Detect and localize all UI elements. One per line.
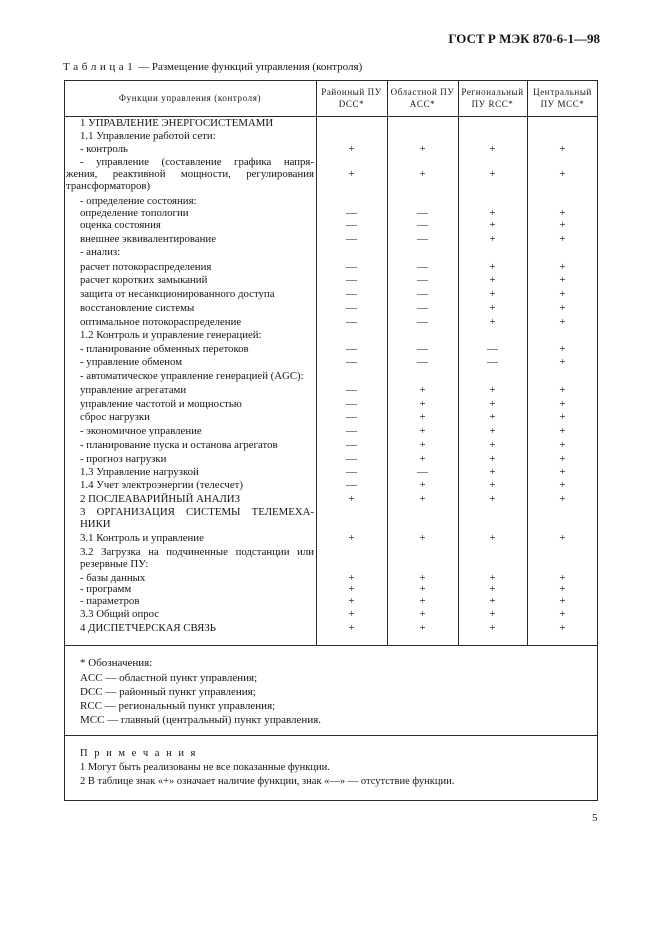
function-label: - параметров (80, 595, 140, 607)
mark-mcc: + (559, 233, 566, 245)
mark-mcc: + (559, 493, 566, 505)
mark-rcc: + (489, 608, 496, 620)
function-label: 3.1 Контроль и управление (80, 532, 204, 544)
column-header-functions: Функции управления (контроля) (118, 93, 262, 103)
table-caption-label: Т а б л и ц а 1 (63, 61, 134, 73)
function-label: - программ (80, 583, 132, 595)
mark-acc: + (419, 583, 426, 595)
mark-dcc: — (346, 302, 357, 314)
column-header-line: Областной ПУ (390, 87, 455, 97)
mark-mcc: + (559, 466, 566, 478)
mark-mcc: + (559, 425, 566, 437)
mark-acc: + (419, 479, 426, 491)
mark-dcc: — (346, 261, 357, 273)
mark-acc: — (417, 207, 428, 219)
mark-acc: — (417, 343, 428, 355)
mark-dcc: + (348, 572, 355, 584)
mark-rcc: + (489, 261, 496, 273)
mark-rcc: + (489, 219, 496, 231)
mark-dcc: — (346, 384, 357, 396)
mark-rcc: + (489, 439, 496, 451)
note-item: 2 В таблице знак «+» означает наличие функции, знак «—» — отсутствие функции. (80, 776, 455, 787)
function-label: 3.2 Загрузка на подчиненные подстанции или (80, 546, 314, 558)
mark-mcc: + (559, 274, 566, 286)
mark-dcc: — (346, 274, 357, 286)
mark-rcc: + (489, 583, 496, 595)
mark-mcc: + (559, 302, 566, 314)
mark-rcc: — (487, 343, 498, 355)
function-label: управление частотой и мощностью (80, 398, 242, 410)
mark-acc: + (419, 398, 426, 410)
mark-dcc: — (346, 398, 357, 410)
note-item: 1 Могут быть реализованы не все показанные функции. (80, 762, 330, 773)
mark-rcc: + (489, 302, 496, 314)
mark-dcc: — (346, 316, 357, 328)
mark-acc: — (417, 302, 428, 314)
mark-dcc: — (346, 219, 357, 231)
mark-mcc: + (559, 316, 566, 328)
function-label: 2 ПОСЛЕАВАРИЙНЫЙ АНАЛИЗ (80, 493, 241, 505)
mark-mcc: + (559, 583, 566, 595)
mark-dcc: — (346, 479, 357, 491)
function-label: оптимальное потокораспределение (80, 316, 242, 328)
function-label: 1.2 Контроль и управление генерацией: (80, 329, 262, 341)
mark-rcc: + (489, 274, 496, 286)
mark-acc: + (419, 532, 426, 544)
mark-acc: + (419, 572, 426, 584)
function-label: трансформаторов) (66, 180, 151, 192)
function-label: - управление (составление графика напря- (80, 156, 314, 168)
function-label: управление агрегатами (80, 384, 187, 396)
mark-rcc: — (487, 356, 498, 368)
footnote-item: ACC — областной пункт управления; (80, 672, 258, 684)
mark-rcc: + (489, 595, 496, 607)
mark-rcc: + (489, 168, 496, 180)
mark-dcc: — (346, 439, 357, 451)
mark-mcc: + (559, 143, 566, 155)
mark-acc: + (419, 143, 426, 155)
mark-rcc: + (489, 384, 496, 396)
mark-dcc: — (346, 466, 357, 478)
column-header-line: Районный ПУ (321, 87, 382, 97)
mark-rcc: + (489, 479, 496, 491)
function-label: расчет потокораспределения (80, 261, 212, 273)
mark-rcc: + (489, 532, 496, 544)
mark-rcc: + (489, 411, 496, 423)
function-label: защита от несанкционированного доступа (80, 288, 275, 300)
footnote-item: MCC — главный (центральный) пункт управления. (80, 714, 322, 726)
function-label: - контроль (80, 143, 128, 155)
function-label: - определение состояния: (80, 195, 197, 207)
function-label: сброс нагрузки (80, 411, 150, 423)
function-label: - анализ: (80, 246, 121, 258)
mark-mcc: + (559, 532, 566, 544)
mark-mcc: + (559, 207, 566, 219)
mark-mcc: + (559, 411, 566, 423)
function-label: 1 УПРАВЛЕНИЕ ЭНЕРГОСИСТЕМАМИ (80, 117, 274, 129)
table-border (64, 645, 598, 646)
mark-rcc: + (489, 316, 496, 328)
mark-acc: — (417, 466, 428, 478)
notes-title: П р и м е ч а н и я (80, 748, 198, 759)
mark-acc: + (419, 168, 426, 180)
mark-mcc: + (559, 219, 566, 231)
table-caption (63, 61, 362, 74)
mark-mcc: + (559, 343, 566, 355)
mark-acc: + (419, 595, 426, 607)
mark-rcc: + (489, 466, 496, 478)
function-label: - прогноз нагрузки (80, 453, 167, 465)
mark-dcc: + (348, 493, 355, 505)
mark-acc: — (417, 233, 428, 245)
function-label: - планирование пуска и останова агрегатов (80, 439, 278, 451)
function-label: - экономичное управление (80, 425, 202, 437)
footnote-item: DCC — районный пункт управления; (80, 686, 256, 698)
mark-rcc: + (489, 453, 496, 465)
mark-rcc: + (489, 493, 496, 505)
mark-acc: — (417, 219, 428, 231)
mark-dcc: — (346, 233, 357, 245)
column-header-line: DCC* (338, 99, 365, 109)
column-header-line: ПУ RCC* (471, 99, 514, 109)
mark-dcc: — (346, 343, 357, 355)
mark-acc: — (417, 288, 428, 300)
mark-mcc: + (559, 453, 566, 465)
mark-mcc: + (559, 622, 566, 634)
function-label: 3 ОРГАНИЗАЦИЯ СИСТЕМЫ ТЕЛЕМЕХА- (80, 506, 314, 518)
column-header-line: ПУ MCC* (540, 99, 585, 109)
column-header-line: Центральный (533, 87, 592, 97)
standard-designation: ГОСТ Р МЭК 870-6-1—98 (448, 31, 600, 46)
mark-dcc: — (346, 207, 357, 219)
function-label: восстановление системы (80, 302, 195, 314)
mark-rcc: + (489, 233, 496, 245)
function-label: 1.1 Управление работой сети: (80, 130, 216, 142)
mark-acc: + (419, 439, 426, 451)
column-header-line: ACC* (409, 99, 436, 109)
mark-mcc: + (559, 439, 566, 451)
mark-dcc: + (348, 168, 355, 180)
function-label: резервные ПУ: (80, 558, 149, 570)
mark-mcc: + (559, 384, 566, 396)
table-border (64, 800, 598, 801)
mark-acc: + (419, 411, 426, 423)
mark-dcc: + (348, 608, 355, 620)
function-label: - планирование обменных перетоков (80, 343, 249, 355)
mark-acc: — (417, 316, 428, 328)
function-label: 1.4 Учет электроэнергии (телесчет) (80, 479, 243, 491)
mark-acc: + (419, 608, 426, 620)
mark-mcc: + (559, 398, 566, 410)
function-label: оценка состояния (80, 219, 161, 231)
mark-acc: — (417, 261, 428, 273)
function-label: 3.3 Общий опрос (80, 608, 160, 620)
mark-acc: + (419, 384, 426, 396)
mark-acc: + (419, 493, 426, 505)
function-label: - базы данных (80, 572, 146, 584)
function-label: - управление обменом (80, 356, 183, 368)
mark-rcc: + (489, 398, 496, 410)
table-border (64, 735, 598, 736)
column-header-line: Региональный (461, 87, 524, 97)
function-label: внешнее эквивалентирование (80, 233, 216, 245)
function-label: - автоматическое управление генерацией (AGC): (80, 370, 304, 382)
mark-acc: + (419, 453, 426, 465)
function-label: 4 ДИСПЕТЧЕРСКАЯ СВЯЗЬ (80, 622, 216, 634)
mark-dcc: — (346, 411, 357, 423)
footnote-title: * Обозначения: (80, 657, 153, 669)
mark-acc: — (417, 274, 428, 286)
mark-mcc: + (559, 168, 566, 180)
mark-rcc: + (489, 288, 496, 300)
function-label: жения, реактивной мощности, регулирования (66, 168, 314, 180)
mark-rcc: + (489, 143, 496, 155)
mark-mcc: + (559, 608, 566, 620)
page-number: 5 (592, 812, 598, 824)
table-border (64, 80, 65, 801)
function-label: 1.3 Управление нагрузкой (80, 466, 199, 478)
footnote-item: RCC — региональный пункт управления; (80, 700, 276, 712)
mark-dcc: — (346, 356, 357, 368)
mark-acc: + (419, 425, 426, 437)
mark-mcc: + (559, 356, 566, 368)
mark-dcc: + (348, 595, 355, 607)
table-caption-title: — Размещение функций управления (контроля) (138, 61, 363, 73)
mark-mcc: + (559, 261, 566, 273)
mark-dcc: — (346, 288, 357, 300)
mark-mcc: + (559, 479, 566, 491)
mark-rcc: + (489, 207, 496, 219)
mark-dcc: — (346, 453, 357, 465)
mark-dcc: + (348, 532, 355, 544)
mark-acc: + (419, 622, 426, 634)
function-label: НИКИ (80, 518, 111, 530)
mark-rcc: + (489, 622, 496, 634)
mark-mcc: + (559, 595, 566, 607)
mark-dcc: + (348, 583, 355, 595)
mark-dcc: — (346, 425, 357, 437)
function-label: определение топологии (80, 207, 189, 219)
mark-rcc: + (489, 425, 496, 437)
mark-dcc: + (348, 622, 355, 634)
mark-rcc: + (489, 572, 496, 584)
mark-acc: — (417, 356, 428, 368)
mark-mcc: + (559, 288, 566, 300)
mark-dcc: + (348, 143, 355, 155)
mark-mcc: + (559, 572, 566, 584)
table-border (64, 80, 598, 81)
function-label: расчет коротких замыканий (80, 274, 208, 286)
